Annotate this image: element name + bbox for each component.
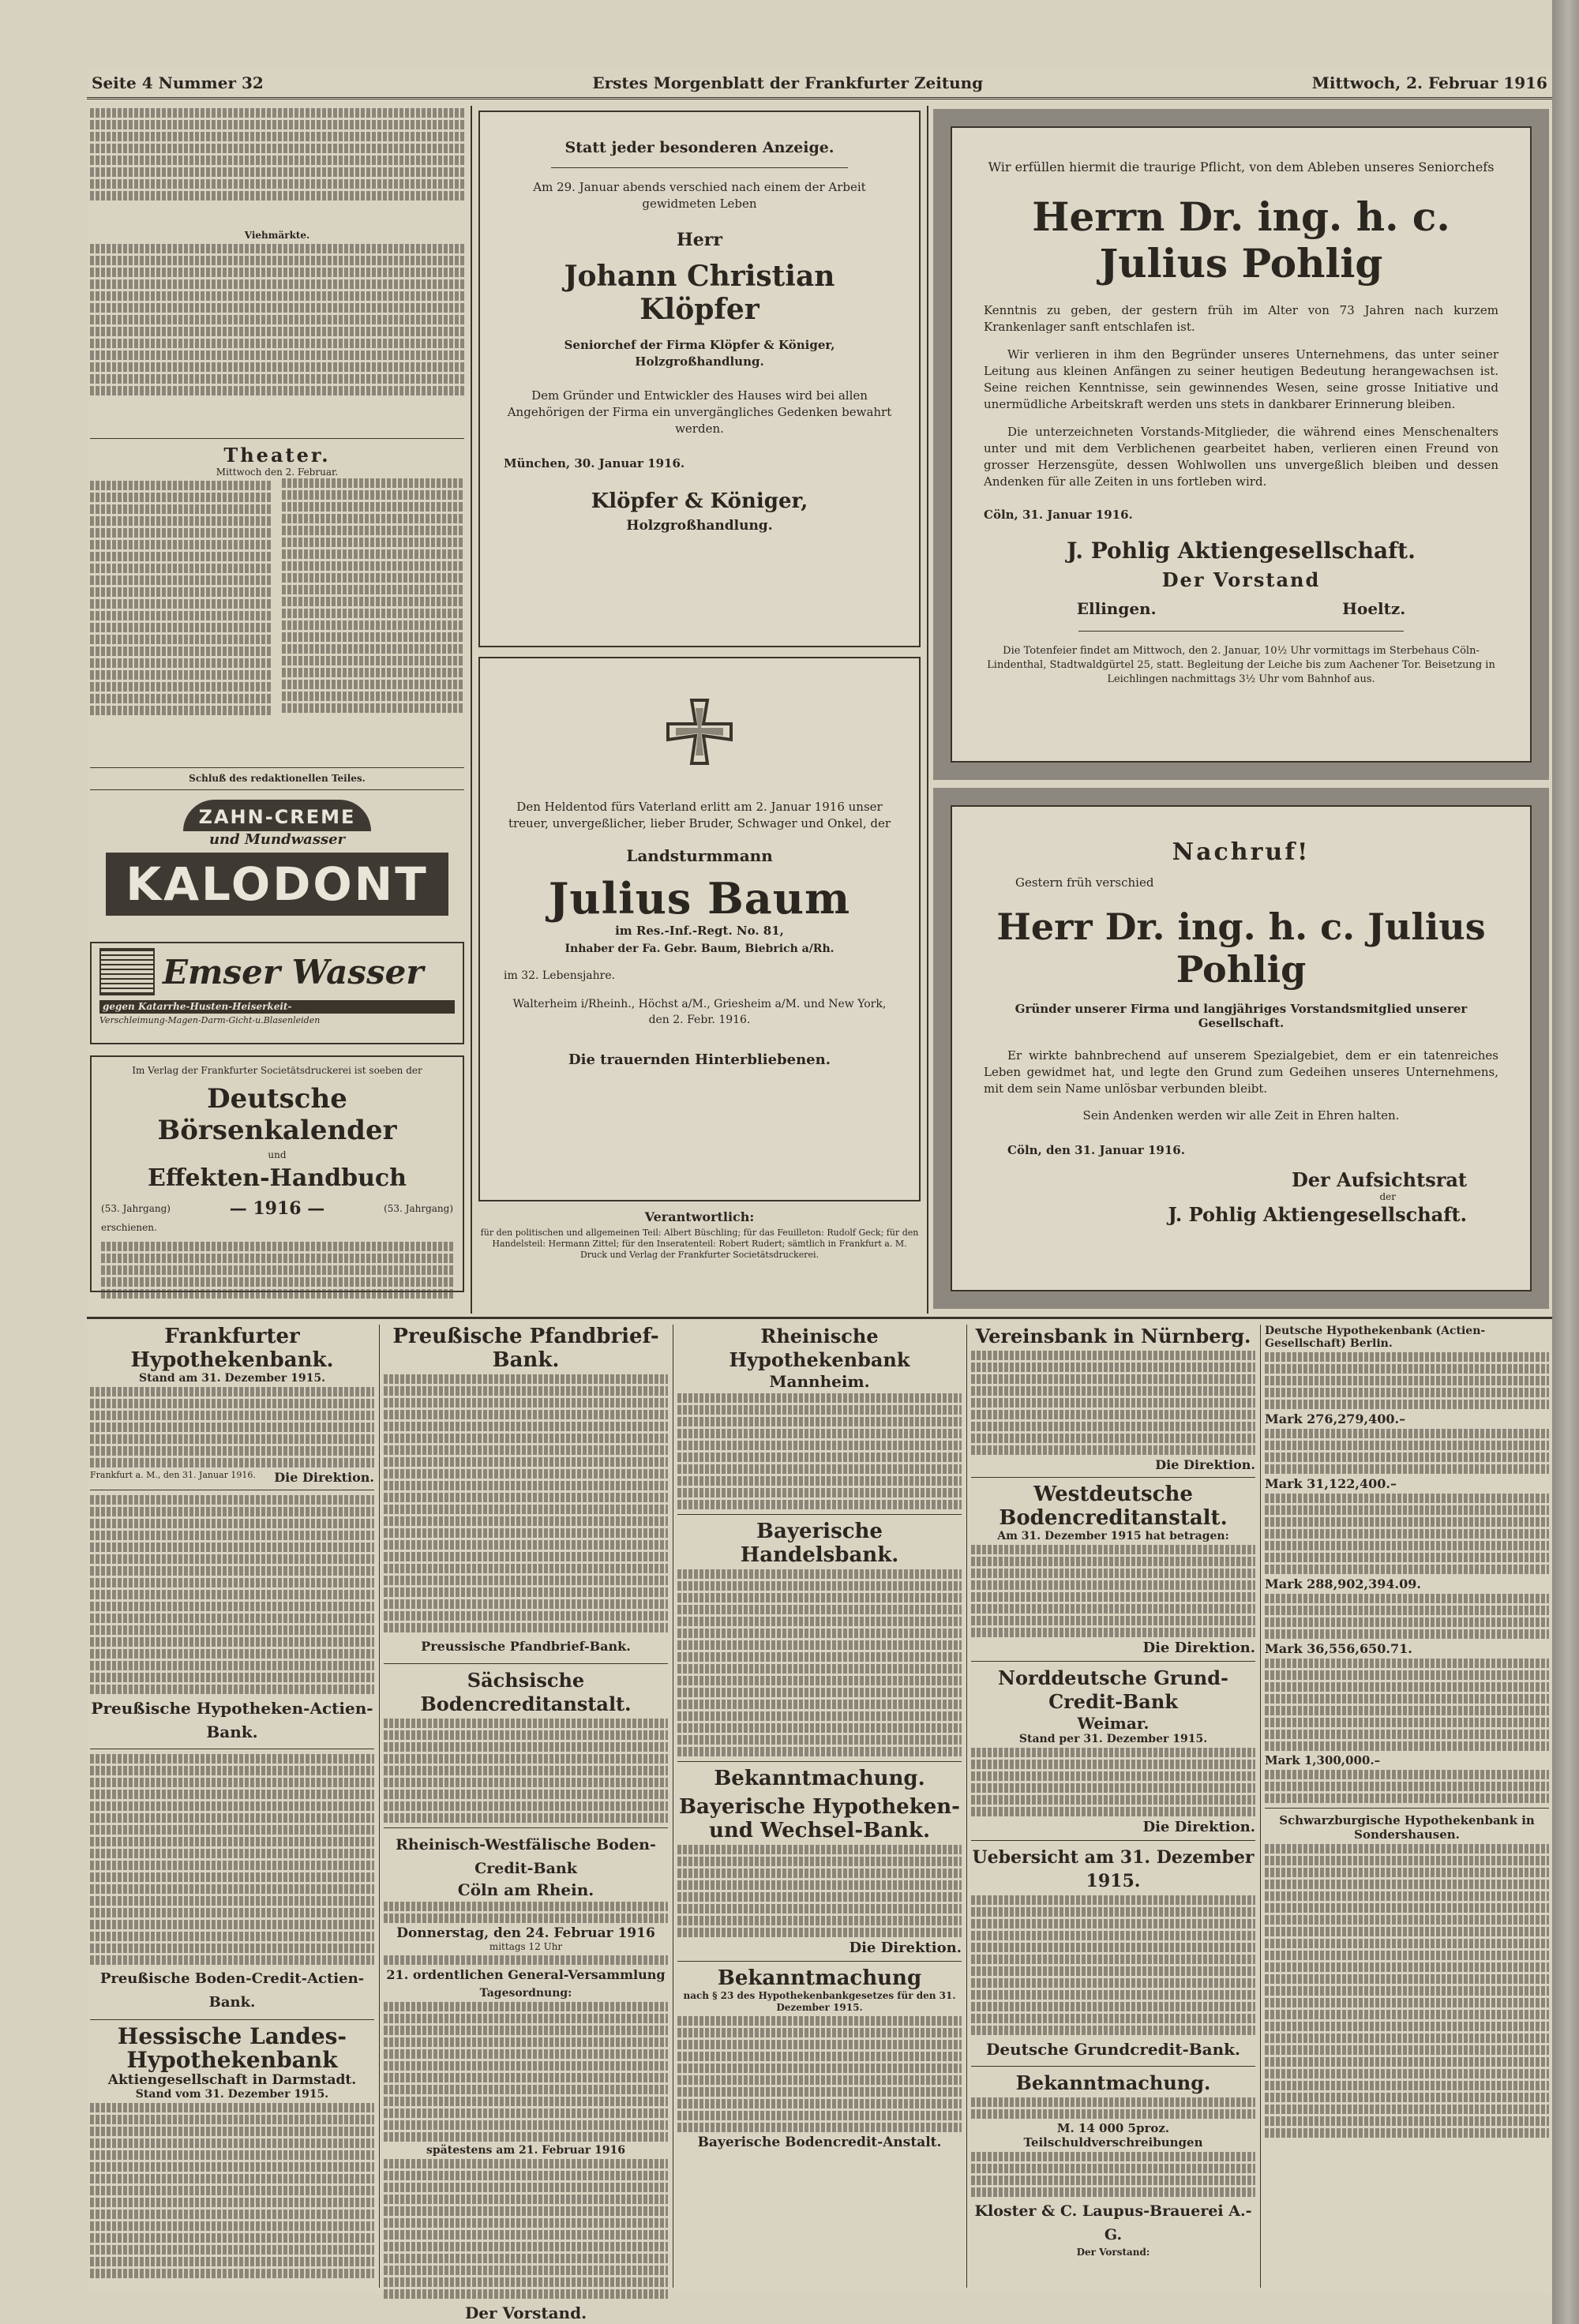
pohlig2-p2: Sein Andenken werden wir alle Zeit in Ehren halten. — [1082, 1108, 1400, 1123]
markets-heading: Viehmärkte. — [244, 230, 310, 241]
kloepfer-top: Statt jeder besonderen Anzeige. — [564, 139, 835, 156]
frankfurter-sign: Die Direktion. — [274, 1470, 374, 1485]
bank-col-b — [384, 1325, 668, 2322]
vereinsbank-sign: Die Direktion. — [1155, 1457, 1255, 1472]
westdeutsche-date: Am 31. Dezember 1915 hat betragen: — [997, 1530, 1229, 1542]
bayer-handels-title: Bayerische Handelsbank. — [740, 1520, 899, 1567]
baum-sign: Die trauernden Hinterbliebenen. — [568, 1051, 831, 1068]
theater-date: Mittwoch den 2. Februar. — [216, 467, 339, 478]
page-spine — [1552, 0, 1579, 2324]
teilschuld: M. 14 000 5proz. Teilschuldverschreibungen — [1023, 2121, 1203, 2150]
baum-intro: Den Heldentod fürs Vaterland erlitt am 2. Januar 1916 unser treuer, unvergeßlicher, lieber Bruder, Schwager und Onkel, der — [508, 800, 891, 830]
bank-col-c — [677, 1325, 962, 2288]
boersen-title-1: Deutsche Börsenkalender — [157, 1083, 397, 1146]
frankfurter-place: Frankfurt a. M., den 31. Januar 1916. — [90, 1470, 256, 1480]
imprint-block — [478, 1209, 921, 1304]
baum-unit: im Res.-Inf.-Regt. No. 81, — [615, 924, 784, 938]
westdeutsche-title: Westdeutsche Bodencreditanstalt. — [999, 1482, 1228, 1530]
iron-cross-icon — [664, 696, 735, 767]
pohlig1-p3: Die unterzeichneten Vorstands-Mitglieder, die während eines Menschenalters unter und mit dem Verblichenen gearbeitet haben, verlieren einen Freund von grosser Herzensgüte, dessen Wohlwollen uns unvergeßlich bleiben und dessen Andenken für alle Zeiten in uns fortleben wird. — [984, 425, 1498, 489]
pohlig1-sig-right: Hoeltz. — [1342, 599, 1406, 618]
kalodont-top-label: ZAHN-CREME — [183, 800, 372, 831]
far-right-v4: Mark 36,556,650.71. — [1265, 1641, 1412, 1656]
page-header — [87, 68, 1552, 99]
baum-firm: Inhaber der Fa. Gebr. Baum, Biebrich a/Rh. — [564, 943, 835, 955]
header-page-number: Seite 4 Nummer 32 — [92, 73, 264, 92]
bank-col-d — [971, 1325, 1255, 2288]
column-left — [90, 106, 464, 1314]
baum-rank: Landsturmmann — [626, 846, 773, 865]
boersen-erschienen: erschienen. — [101, 1222, 157, 1233]
norddeutsche-date: Stand per 31. Dezember 1915. — [1018, 1733, 1208, 1745]
pohlig2-role: Gründer unserer Firma und langjähriges Vorstandsmitglied unserer Gesellschaft. — [1015, 1002, 1468, 1030]
boersen-title-2: Effekten-Handbuch — [147, 1164, 407, 1192]
kloepfer-firm-sub: Holzgroßhandlung. — [626, 518, 773, 534]
imprint-title: Verantwortlich: — [644, 1209, 755, 1224]
header-masthead: Erstes Morgenblatt der Frankfurter Zeitung — [592, 73, 984, 92]
schwarzburg-title: Schwarzburgische Hypothekenbank in Sondershausen. — [1279, 1813, 1535, 1842]
pohlig2-company: J. Pohlig Aktiengesellschaft. — [1168, 1203, 1467, 1226]
bayer-hyp-sign: Die Direktion. — [849, 1940, 962, 1956]
norddeutsche-sub: Weimar. — [1077, 1714, 1150, 1733]
rw-date: Donnerstag, den 24. Februar 1916 — [396, 1925, 655, 1941]
preuss-hyp-title: Preußische Hypotheken-Actien-Bank. — [91, 1699, 373, 1741]
kalodont-ad — [90, 800, 464, 934]
boersen-year-right: (53. Jahrgang) — [384, 1202, 453, 1214]
header-date: Mittwoch, 2. Februar 1916 — [1311, 73, 1547, 92]
frankfurter-title: Frankfurter Hypothekenbank. — [130, 1325, 334, 1372]
pohlig1-name: Herrn Dr. ing. h. c. Julius Pohlig — [1032, 193, 1450, 287]
kloepfer-herr: Herr — [677, 230, 722, 250]
bekanntmachung-2-sub: nach § 23 des Hypothekenbankgesetzes für den 31. Dezember 1915. — [683, 1990, 956, 2013]
pohlig2-title: Nachruf! — [1172, 838, 1311, 866]
bayer-boden-sign: Bayerische Bodencredit-Anstalt. — [697, 2135, 942, 2150]
rw-deadline: spätestens am 21. Februar 1916 — [426, 2144, 625, 2157]
rw-title: Rheinisch-Westfälische Boden-Credit-Bank — [396, 1836, 656, 1877]
baum-name: Julius Baum — [548, 873, 851, 924]
kloepfer-name: Johann Christian Klöpfer — [564, 260, 835, 326]
emser-brand: Emser Wasser — [163, 952, 424, 991]
kloepfer-firm: Klöpfer & Königer, — [591, 489, 808, 513]
far-right-title: Deutsche Hypothekenbank (Actien-Gesellschaft) Berlin. — [1265, 1325, 1486, 1350]
rule-v1 — [471, 106, 472, 1314]
baum-places: Walterheim i/Rheinh., Höchst a/M., Griesheim a/M. und New York, den 2. Febr. 1916. — [512, 998, 887, 1026]
pohlig2-board: Der Aufsichtsrat — [1291, 1168, 1467, 1191]
editorial-end-note: Schluß des redaktionellen Teiles. — [189, 773, 366, 784]
rheinische-sub: Mannheim. — [769, 1372, 870, 1391]
rw-agenda: Tagesordnung: — [479, 1987, 572, 2000]
kloepfer-role: Seniorchef der Firma Klöpfer & Königer, Holzgroßhandlung. — [564, 338, 835, 369]
pohlig2-intro: Gestern früh verschied — [1015, 875, 1154, 890]
boersen-und: und — [268, 1149, 287, 1160]
pohlig2-der: der — [1379, 1191, 1396, 1202]
emser-line-2: Verschleimung-Magen-Darm-Gicht-u.Blasenleiden — [99, 1015, 321, 1025]
market-report — [90, 244, 464, 433]
emser-box-graphic — [99, 948, 155, 995]
theater-heading: Theater. — [223, 444, 331, 467]
bank-col-e — [1265, 1325, 1549, 2288]
pohlig1-intro: Wir erfüllen hiermit die traurige Pflicht, von dem Ableben unseres Seniorchefs — [988, 159, 1495, 174]
far-right-v1: Mark 276,279,400.– — [1265, 1411, 1406, 1426]
bekanntmachung-2: Bekanntmachung — [717, 1966, 922, 1990]
rule-v2 — [927, 106, 928, 1314]
preuss-boden-title: Preußische Boden-Credit-Actien-Bank. — [99, 1970, 365, 2011]
norddeutsche-title: Norddeutsche Grund-Credit-Bank — [998, 1666, 1228, 1713]
pohlig1-board: Der Vorstand — [1161, 568, 1321, 591]
kloepfer-text: Dem Gründer und Entwickler des Hauses wird bei allen Angehörigen der Firma ein unvergängliches Gedenken bewahrt werden. — [507, 388, 892, 436]
saechsische-title: Sächsische Bodencreditanstalt. — [420, 1669, 632, 1715]
hessische-title: Hessische Landes-Hypothekenbank — [117, 2023, 347, 2073]
pohlig1-sig-left: Ellingen. — [1076, 599, 1157, 618]
kalodont-brand: KALODONT — [106, 853, 448, 916]
bekanntmachung-1: Bekanntmachung. — [714, 1767, 925, 1790]
uebersicht-title: Uebersicht am 31. Dezember 1915. — [972, 1847, 1255, 1891]
rw-time: mittags 12 Uhr — [489, 1941, 563, 1952]
kalodont-mid-label: und Mundwasser — [208, 831, 346, 848]
newspaper-page — [87, 68, 1552, 2322]
pohlig1-footer: Die Totenfeier findet am Mittwoch, den 2. Januar, 10½ Uhr vormittags im Sterbehaus Cöln-Lindenthal, Stadtwaldgürtel 25, statt. Begleitung der Leiche bis zum Aachener Tor. Beisetzung in Leichlingen nachmittags 3½ Uhr vom Bahnhof aus. — [987, 645, 1495, 685]
pohlig-notice-1 — [933, 109, 1549, 780]
emser-line-1: gegen Katarrhe-Husten-Heiserkeit- — [99, 1000, 455, 1014]
pohlig1-date: Cöln, 31. Januar 1916. — [984, 508, 1133, 522]
kloepfer-date: München, 30. Januar 1916. — [504, 456, 685, 470]
boersen-details — [101, 1242, 453, 1299]
bank-col-a — [90, 1325, 374, 2288]
rw-sign: Der Vorstand. — [464, 2303, 587, 2322]
pohlig2-date: Cöln, den 31. Januar 1916. — [1007, 1143, 1185, 1157]
pohlig-notice-2 — [933, 788, 1549, 1309]
kloster-title: Kloster & C. Laupus-Brauerei A.-G. — [974, 2202, 1252, 2243]
far-right-v2: Mark 31,122,400.– — [1265, 1476, 1397, 1491]
kloepfer-notice — [478, 111, 921, 647]
bayer-hyp-title: Bayerische Hypotheken- und Wechsel-Bank. — [679, 1795, 960, 1842]
pfandbrief-sign: Preussische Pfandbrief-Bank. — [421, 1639, 631, 1654]
market-notes — [90, 108, 464, 227]
kloster-board: Der Vorstand: — [1076, 2247, 1150, 2258]
baum-notice — [478, 657, 921, 1201]
pfandbrief-title: Preußische Pfandbrief-Bank. — [392, 1325, 659, 1372]
rw-meeting: 21. ordentlichen General-Versammlung — [386, 1967, 666, 1982]
imprint-text: für den politischen und allgemeinen Teil: Albert Büschling; für das Feuilleton: Rudolf Geck; für den Handelsteil: Hermann Zittel; für den Inseratenteil: Robert Rudert; sämtlich in Frankfurt a. M. Druck und Verlag der Frankfurter Societätsdruckerei. — [480, 1228, 919, 1260]
kloepfer-intro: Am 29. Januar abends verschied nach einem der Arbeit gewidmeten Leben — [533, 180, 866, 211]
boersen-year-left: (53. Jahrgang) — [101, 1202, 171, 1214]
far-right-v3: Mark 288,902,394.09. — [1265, 1576, 1421, 1591]
pohlig2-name: Herr Dr. ing. h. c. Julius Pohlig — [996, 905, 1486, 991]
rule-h-banks — [87, 1317, 1552, 1319]
emser-wasser-ad — [90, 942, 464, 1044]
grundcredit-title: Deutsche Grundcredit-Bank. — [986, 2040, 1240, 2059]
boersenkalender-ad — [90, 1055, 464, 1292]
boersen-year: — 1916 — — [229, 1198, 325, 1219]
theater-listings — [90, 478, 464, 763]
frankfurter-date: Stand am 31. Dezember 1915. — [139, 1372, 325, 1385]
pohlig1-p1: Kenntnis zu geben, der gestern früh im Alter von 73 Jahren nach kurzem Krankenlager sanft entschlafen ist. — [984, 303, 1498, 334]
pohlig1-p2: Wir verlieren in ihm den Begründer unseres Unternehmens, das unter seiner Leitung aus kleinen Anfängen zu seiner heutigen Bedeutung herangewachsen ist. Seine reichen Kenntnisse, sein gewinnendes Wesen, seine grosse Initiative und unermüdliche Arbeitskraft werden uns stets in dankbarer Erinnerung bleiben. — [984, 347, 1498, 411]
bekanntmachung-3: Bekanntmachung. — [1015, 2071, 1211, 2094]
rheinische-title: Rheinische Hypothekenbank — [729, 1325, 910, 1371]
hessische-date: Stand vom 31. Dezember 1915. — [135, 2088, 329, 2101]
vereinsbank-title: Vereinsbank in Nürnberg. — [975, 1325, 1251, 1348]
pohlig2-p1: Er wirkte bahnbrechend auf unserem Spezialgebiet, dem er ein tatenreiches Leben gewidmet hat, und legte den Grund zum Gedeihen unseres Unternehmens, mit dem sein Name unlösbar verbunden bleibt. — [984, 1048, 1498, 1096]
pohlig1-company: J. Pohlig Aktiengesellschaft. — [1067, 538, 1416, 564]
rw-sub: Cöln am Rhein. — [457, 1880, 594, 1899]
far-right-v5: Mark 1,300,000.– — [1265, 1753, 1381, 1767]
boersen-intro: Im Verlag der Frankfurter Societätsdruckerei ist soeben der — [132, 1065, 422, 1076]
hessische-sub: Aktiengesellschaft in Darmstadt. — [107, 2072, 357, 2088]
norddeutsche-sign: Die Direktion. — [1142, 1819, 1255, 1835]
westdeutsche-sign: Die Direktion. — [1142, 1640, 1255, 1656]
baum-age: im 32. Lebensjahre. — [504, 969, 616, 982]
